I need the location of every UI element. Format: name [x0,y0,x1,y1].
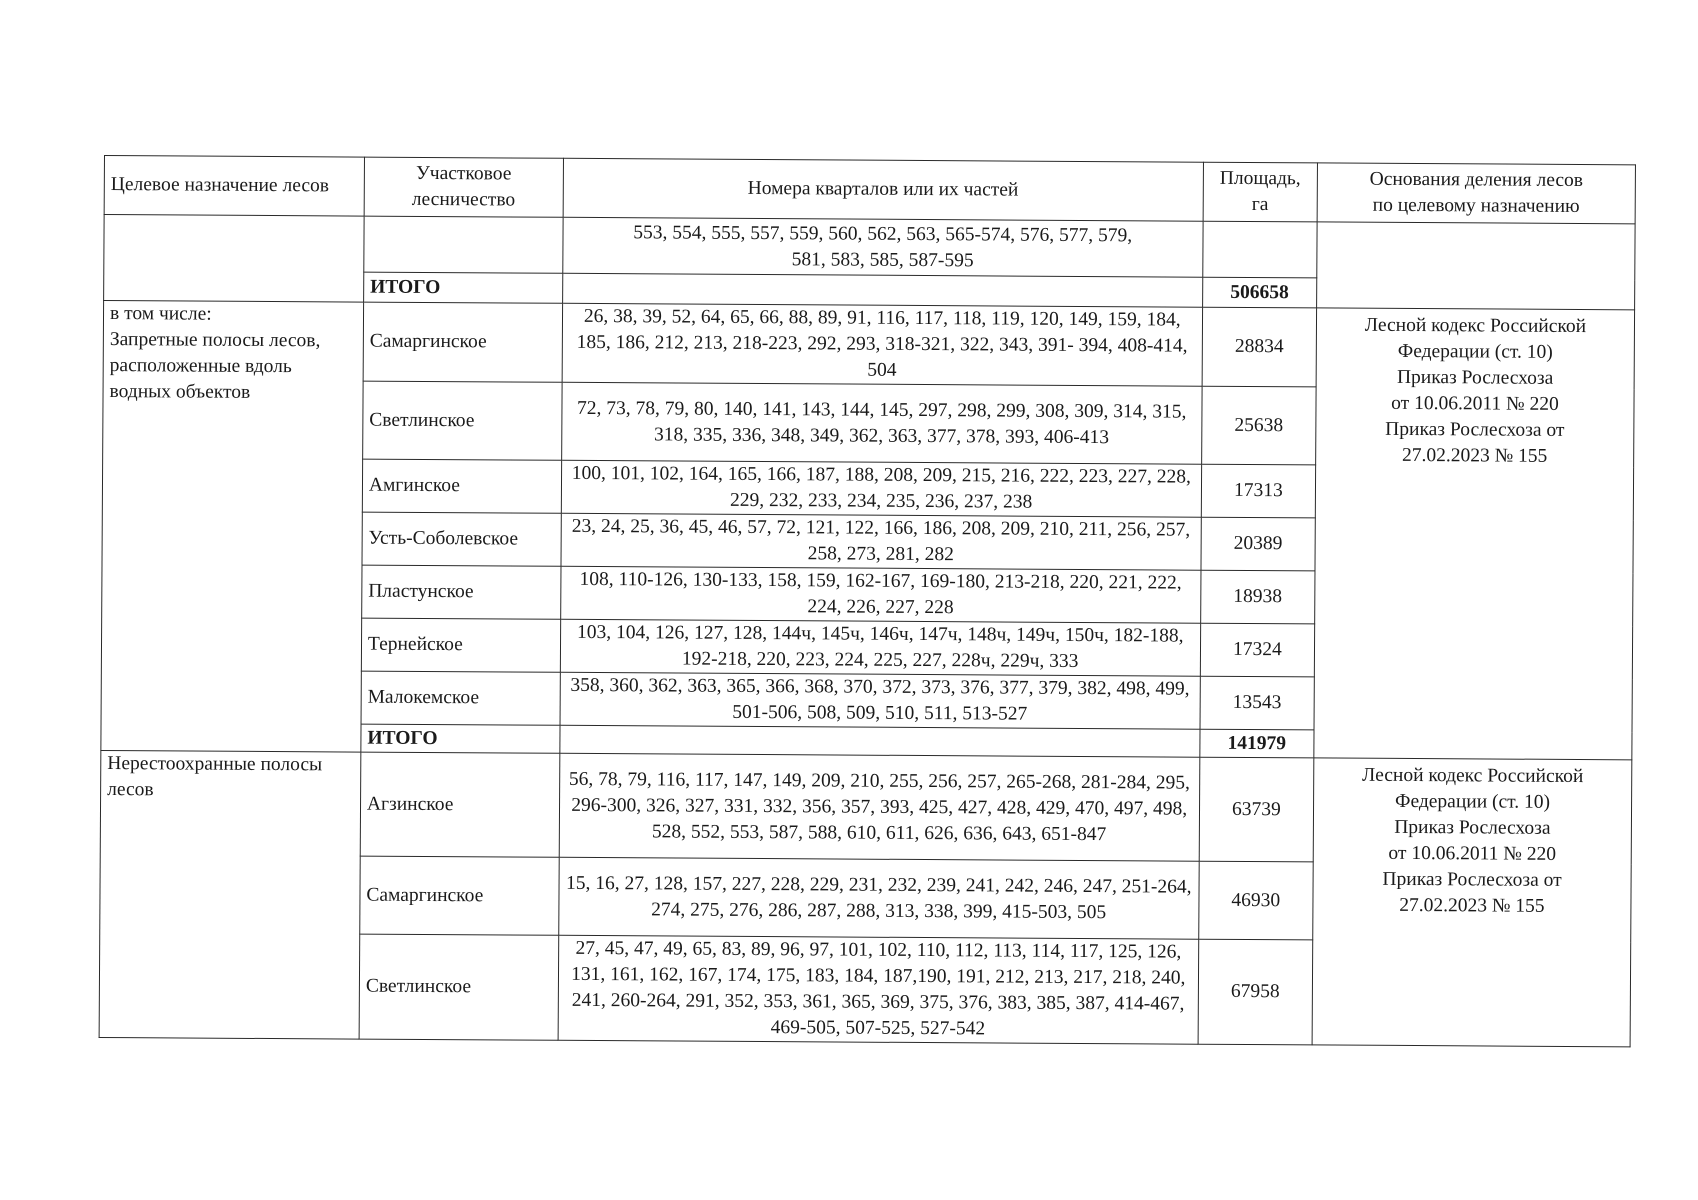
section-1-purpose: в том числе: Запретные полосы лесов, расположенные вдоль водных объектов [101,301,364,753]
header-area: Площадь, га [1203,162,1318,222]
header-quarters: Номера кварталов или их частей [563,158,1203,221]
quarter-numbers: 100, 101, 102, 164, 165, 166, 187, 188, 208, 209, 215, 216, 222, 223, 227, 228, 229, 232, 233, 234, 235, 236, 237, 238 [561,460,1201,517]
forestry-name: Самаргинское [363,302,562,382]
header-purpose: Целевое назначение лесов [104,156,364,217]
forestry-name: Самаргинское [360,856,559,935]
empty-purpose-cell [104,215,364,303]
total-area: 506658 [1202,277,1316,308]
empty-forestry-cell [364,216,563,273]
forestry-name: Малокемское [361,671,560,725]
forestry-name: Амгинское [362,459,561,513]
area-value: 28834 [1202,307,1317,387]
section-1-basis: Лесной кодекс Российской Федерации (ст. 10) Приказ Рослесхоза от 10.06.2011 № 220 Приказ Рослесхоза от 27.02.2023 № 155 [1314,308,1635,760]
header-forestry: Участковое лесничество [364,157,563,217]
forestry-name: Тернейское [361,618,560,672]
total-label: ИТОГО [364,272,563,303]
quarter-numbers: 26, 38, 39, 52, 64, 65, 66, 88, 89, 91, 116, 117, 118, 119, 120, 149, 159, 184, 185, 186, 212, 213, 218-223, 292, 293, 318-321, 322, 343, 391- 394, 408-414, 504 [562,303,1203,386]
forestry-name: Пластунское [362,565,561,619]
total-quarters-empty [560,725,1200,757]
area-value: 17313 [1201,464,1315,518]
total-area: 141979 [1200,729,1314,758]
forest-purpose-table [99,155,1636,1047]
continuation-quarters: 553, 554, 555, 557, 559, 560, 562, 563, 565-574, 576, 577, 579, 581, 583, 585, 587-595 [562,217,1202,277]
area-value: 67958 [1198,939,1313,1045]
total-quarters-empty [562,273,1202,307]
table-row [104,215,1635,280]
quarter-numbers: 15, 16, 27, 128, 157, 227, 228, 229, 231, 232, 239, 241, 242, 246, 247, 251-264, 274, 275, 276, 286, 287, 288, 313, 338, 399, 415-503, 505 [558,857,1199,939]
section-2-purpose: Нерестоохранные полосы лесов [99,750,361,1039]
quarter-numbers: 108, 110-126, 130-133, 158, 159, 162-167, 169-180, 213-218, 220, 221, 222, 224, 226, 227, 228 [560,566,1200,623]
header-basis: Основания деления лесов по целевому назначению [1317,163,1635,224]
area-value: 63739 [1199,757,1314,862]
area-value: 13543 [1200,676,1314,730]
total-label: ИТОГО [361,724,560,753]
quarter-numbers: 27, 45, 47, 49, 65, 83, 89, 96, 97, 101, 102, 110, 112, 113, 114, 117, 125, 126, 131, 161, 162, 167, 174, 175, 183, 184, 187,190, 191, 212, 213, 217, 218, 240, 241, 260-264, 291, 352, 353, 361, 365, 369, 375, 376, 383, 385, 387, 414-467, 469-505, 507-525, 527-542 [558,935,1199,1044]
forestry-name: Усть-Соболевское [362,512,561,566]
quarter-numbers: 103, 104, 126, 127, 128, 144ч, 145ч, 146ч, 147ч, 148ч, 149ч, 150ч, 182-188, 192-218, 220, 223, 224, 225, 227, 228ч, 229ч, 333 [560,619,1200,676]
forestry-name: Агзинское [360,752,559,857]
quarter-numbers: 72, 73, 78, 79, 80, 140, 141, 143, 144, 145, 297, 298, 299, 308, 309, 314, 315, 318, 335, 336, 348, 349, 362, 363, 377, 378, 393, 406-413 [561,382,1202,464]
table-row [100,750,1632,863]
area-value: 17324 [1200,623,1314,677]
forestry-name: Светлинское [363,381,562,460]
section-2-basis: Лесной кодекс Российской Федерации (ст. 10) Приказ Рослесхоза от 10.06.2011 № 220 Приказ Рослесхоза от 27.02.2023 № 155 [1312,758,1632,1047]
quarter-numbers: 56, 78, 79, 116, 117, 147, 149, 209, 210, 255, 256, 257, 265-268, 281-284, 295, 296-300, 326, 327, 331, 332, 356, 357, 393, 425, 427, 428, 429, 470, 497, 498, 528, 552, 553, 587, 588, 610, 611, 626, 636, 643, 651-847 [559,753,1200,861]
table-row [103,301,1634,389]
quarter-numbers: 23, 24, 25, 36, 45, 46, 57, 72, 121, 122, 166, 186, 208, 209, 210, 211, 256, 257, 258, 273, 281, 282 [561,513,1201,570]
forestry-name: Светлинское [359,934,558,1040]
empty-basis-cell [1317,222,1636,310]
area-value: 20389 [1201,517,1315,571]
area-value: 46930 [1199,861,1314,940]
quarter-numbers: 358, 360, 362, 363, 365, 366, 368, 370, 372, 373, 376, 377, 379, 382, 498, 499, 501-506, 508, 509, 510, 511, 513-527 [560,672,1200,729]
area-value: 18938 [1200,570,1314,624]
area-value: 25638 [1201,386,1316,465]
table-header-row [104,156,1635,224]
empty-area-cell [1203,221,1317,278]
